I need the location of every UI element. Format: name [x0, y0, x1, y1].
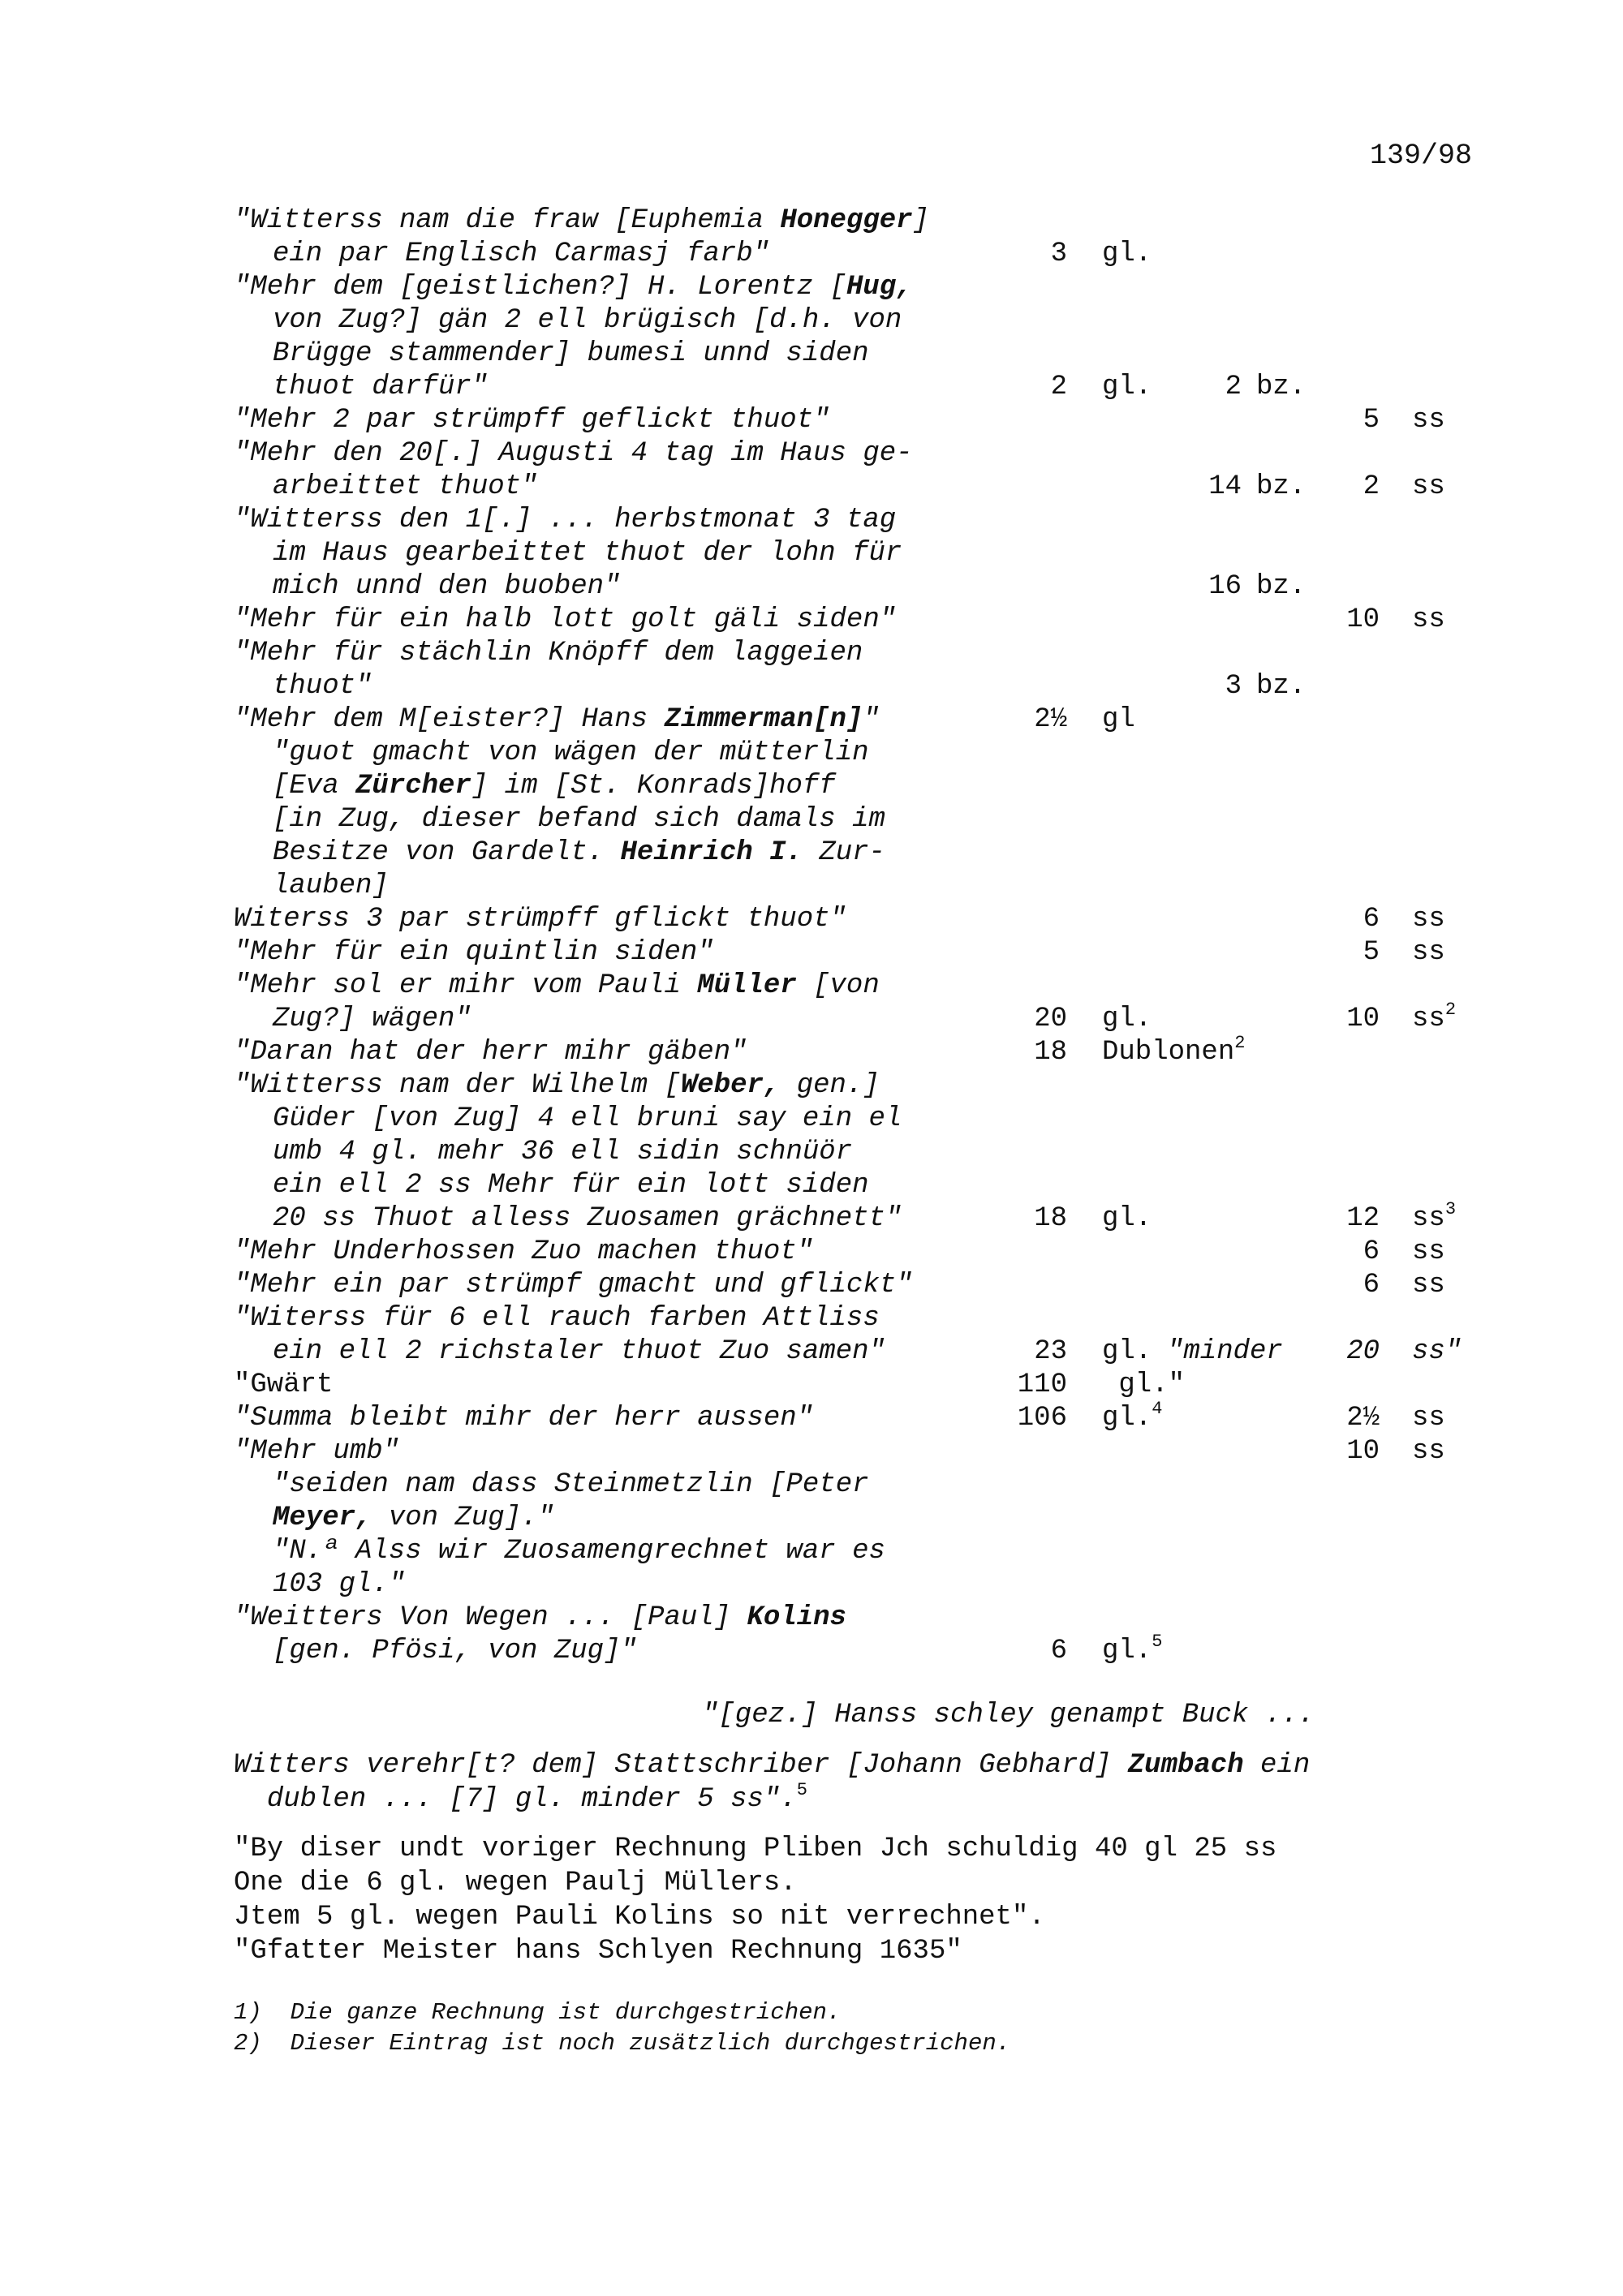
footnote: 2) Dieser Eintrag ist noch zusätzlich durchgestrichen.	[234, 2030, 1011, 2057]
gulden-amount: 3	[1050, 239, 1067, 269]
entry-text	[273, 870, 389, 903]
schilling-amount: 10	[1346, 1004, 1380, 1034]
verehrt-text-a: Witters verehr[t? dem] Stattschriber [Johann Gebhard]	[234, 1750, 1128, 1781]
entry-text	[234, 1302, 880, 1335]
text-fragment: ein ell 2 ss Mehr für ein lott siden	[273, 1170, 869, 1201]
entry-text	[234, 1236, 813, 1269]
ledger-line	[0, 870, 1623, 903]
schilling-amount: 6	[1363, 1236, 1380, 1267]
gulden-amount: 106	[1017, 1403, 1067, 1434]
text-fragment: Zug?] wägen"	[273, 1004, 471, 1034]
entry-text	[273, 238, 769, 271]
entry-text	[273, 803, 885, 836]
entry-text	[234, 404, 830, 437]
ledger-line	[0, 1000, 1623, 1036]
entry-text	[273, 1502, 554, 1535]
entry-text	[234, 970, 880, 1003]
entry-text	[273, 471, 537, 504]
entry-text	[234, 271, 913, 304]
text-fragment: Besitze von Gardelt.	[273, 837, 621, 868]
text-fragment: arbeittet thuot"	[273, 471, 538, 502]
text-fragment: "Mehr sol er mihr vom Pauli	[234, 970, 698, 1001]
ledger-line	[0, 304, 1623, 338]
entry-text	[273, 304, 902, 338]
ledger-line	[0, 1136, 1623, 1169]
ledger-line	[0, 1269, 1623, 1302]
text-fragment: "Daran hat der herr mihr gäben"	[234, 1037, 747, 1068]
entry-text	[273, 371, 488, 404]
text-fragment: ] im [St. Konrads]hoff	[471, 771, 836, 802]
footnote: 1) Die ganze Rechnung ist durchgestrichen.	[234, 1999, 842, 2026]
schilling-unit: ss	[1412, 1436, 1445, 1467]
schilling-unit: ss	[1412, 1236, 1445, 1267]
gulden-amount: 2	[1050, 372, 1067, 402]
entry-text	[273, 737, 869, 770]
entry-text	[273, 1169, 869, 1202]
entry-text	[273, 338, 869, 371]
ledger-entries	[0, 204, 1623, 1668]
text-fragment: "Mehr dem [geistlichen?] H. Lorentz [	[234, 272, 846, 303]
entry-text	[234, 1369, 333, 1402]
text-fragment: von Zug?] gän 2 ell brügisch [d.h. von	[273, 305, 902, 336]
ledger-line	[0, 1602, 1623, 1635]
text-fragment: "Weitters Von Wegen ... [Paul]	[234, 1602, 747, 1633]
verehrt-line2: dublen ... [7] gl. minder 5 ss".	[266, 1784, 797, 1815]
ledger-line	[0, 1169, 1623, 1202]
schilling-unit: ss	[1412, 1270, 1445, 1301]
entry-text	[273, 570, 620, 604]
batzen-unit: bz.	[1256, 671, 1307, 702]
text-fragment: umb 4 gl. mehr 36 ell sidin schnüör	[273, 1137, 853, 1167]
text-fragment: "Mehr für ein halb lott golt gäli siden"	[234, 604, 897, 635]
entry-text	[234, 903, 846, 936]
ledger-line	[0, 803, 1623, 836]
footnotes	[234, 1997, 1010, 2059]
closing-line: Jtem 5 gl. wegen Pauli Kolins so nit verrechnet".	[234, 1902, 1045, 1933]
schilling-unit: ss	[1412, 937, 1445, 968]
page-number: 139/98	[1370, 140, 1473, 172]
batzen-amount: 2	[1225, 372, 1242, 402]
text-fragment: 103 gl."	[273, 1569, 406, 1600]
ledger-line	[0, 903, 1623, 936]
person-name: Weber,	[680, 1070, 781, 1101]
ledger-line	[0, 537, 1623, 570]
ledger-line	[0, 1632, 1623, 1668]
schilling-amount: 5	[1363, 937, 1380, 968]
verehrt-name: Zumbach	[1127, 1750, 1244, 1781]
ledger-line	[0, 1399, 1623, 1435]
batzen-amount: 3	[1225, 671, 1242, 702]
gulden-amount: 23	[1034, 1336, 1067, 1367]
gulden-unit: gl	[1102, 704, 1135, 735]
gulden-amount: 18	[1034, 1037, 1067, 1068]
text-fragment: ]	[912, 205, 929, 236]
ledger-line	[0, 1568, 1623, 1602]
ledger-line	[0, 1033, 1623, 1069]
schilling-amount: 10	[1346, 1436, 1380, 1467]
text-fragment: "Witterss den 1[.] ... herbstmonat 3 tag	[234, 505, 897, 535]
ledger-line	[0, 338, 1623, 371]
footnote-ref: 2	[1444, 1000, 1457, 1020]
person-name: Müller	[697, 970, 797, 1001]
text-fragment: [gen. Pfösi, von Zug]"	[273, 1636, 637, 1666]
schilling-unit: ss	[1412, 604, 1445, 635]
schilling-unit: $ss^3$	[1412, 1199, 1457, 1234]
entry-text	[273, 1103, 902, 1136]
text-fragment: "Mehr dem M[eister?] Hans	[234, 704, 665, 735]
text-fragment: thuot"	[273, 671, 372, 702]
gulden-amount: 20	[1034, 1004, 1067, 1034]
text-fragment: [von	[796, 970, 880, 1001]
entry-text	[273, 537, 902, 570]
entry-text	[273, 770, 836, 803]
text-fragment: mich unnd den buoben"	[273, 571, 621, 602]
text-fragment: [Eva	[273, 771, 356, 802]
ledger-line	[0, 1335, 1623, 1369]
ledger-line	[0, 970, 1623, 1003]
ledger-line	[0, 637, 1623, 670]
text-fragment: "Mehr 2 par strümpff geflickt thuot"	[234, 405, 830, 436]
text-fragment: "Summa bleibt mihr der herr aussen"	[234, 1403, 814, 1434]
gulden-amount: 18	[1034, 1203, 1067, 1234]
entry-text	[234, 437, 913, 471]
gulden-amount: 2½	[1034, 704, 1067, 735]
entry-text	[234, 936, 714, 970]
ledger-line	[0, 204, 1623, 238]
schilling-amount: 12	[1346, 1203, 1380, 1234]
schilling-amount: 2	[1363, 471, 1380, 502]
footnote-ref: 3	[1444, 1199, 1457, 1219]
batzen-unit: bz.	[1256, 571, 1307, 602]
closing-line: "Gfatter Meister hans Schlyen Rechnung 1635"	[234, 1936, 962, 1967]
gulden-unit: gl.$^4$	[1102, 1399, 1163, 1434]
entry-text	[234, 1435, 399, 1468]
entry-text	[234, 204, 929, 238]
entry-text	[273, 1003, 471, 1036]
text-fragment: lauben]	[273, 871, 389, 901]
entry-text	[234, 1069, 880, 1103]
gulden-unit: gl.	[1102, 1203, 1152, 1234]
person-name: Heinrich I.	[620, 837, 803, 868]
ledger-line	[0, 238, 1623, 271]
entry-text	[234, 1269, 913, 1302]
text-fragment: thuot darfür"	[273, 372, 489, 402]
closing-block	[234, 1832, 1276, 1968]
schilling-amount: 20	[1346, 1336, 1380, 1367]
batzen-unit: bz.	[1256, 471, 1307, 502]
text-fragment: "Mehr für ein quintlin siden"	[234, 937, 714, 968]
text-fragment: "N.ª Alss wir Zuosamengrechnet war es	[273, 1536, 885, 1567]
ledger-line	[0, 770, 1623, 803]
text-fragment: "Witerss für 6 ell rauch farben Attliss	[234, 1303, 880, 1334]
text-fragment: Güder [von Zug] 4 ell bruni say ein el	[273, 1103, 902, 1134]
ledger-line	[0, 1435, 1623, 1468]
text-fragment: von Zug]."	[372, 1503, 554, 1533]
ledger-line	[0, 604, 1623, 637]
entry-text	[234, 1602, 846, 1635]
ledger-line	[0, 703, 1623, 737]
schilling-amount: 6	[1363, 1270, 1380, 1301]
entry-text	[234, 637, 863, 670]
person-name: Hug,	[846, 272, 913, 303]
text-fragment: ein par Englisch Carmasj farb"	[273, 239, 770, 269]
ledger-line	[0, 1369, 1623, 1402]
schilling-unit: ss	[1412, 405, 1445, 436]
schilling-amount: 5	[1363, 405, 1380, 436]
text-fragment: gen.]	[780, 1070, 880, 1101]
ledger-line	[0, 1103, 1623, 1136]
entry-text	[234, 604, 896, 637]
gulden-amount: 110	[1017, 1369, 1067, 1400]
gulden-unit: Dublonen$^2$	[1102, 1033, 1246, 1068]
ledger-line	[0, 504, 1623, 537]
person-name: Honegger	[780, 205, 913, 236]
annotation-text: "minder	[1167, 1336, 1283, 1367]
text-fragment: "Witterss nam die fraw [Euphemia	[234, 205, 781, 236]
entry-text	[273, 836, 885, 870]
entry-text	[234, 1402, 813, 1435]
schilling-unit: ss	[1412, 471, 1445, 502]
ledger-line	[0, 1535, 1623, 1568]
schilling-unit: ss	[1412, 904, 1445, 935]
footnote-ref: 4	[1152, 1399, 1163, 1419]
text-fragment: "Mehr den 20[.] Augusti 4 tag im Haus ge-	[234, 438, 913, 469]
ledger-line	[0, 570, 1623, 604]
batzen-unit: bz.	[1256, 372, 1307, 402]
text-fragment: "guot gmacht von wägen der mütterlin	[273, 737, 869, 768]
schilling-amount: 2½	[1346, 1403, 1380, 1434]
text-fragment: 20 ss Thuot alless Zuosamen grächnett"	[273, 1203, 902, 1234]
text-fragment: "Mehr für stächlin Knöpff dem laggeien	[234, 638, 863, 669]
schilling-amount: 10	[1346, 604, 1380, 635]
ledger-line	[0, 1069, 1623, 1103]
person-name: Zimmerman[n]	[664, 704, 863, 735]
entry-text	[234, 504, 896, 537]
batzen-amount: 16	[1208, 571, 1242, 602]
entry-text	[273, 1535, 885, 1568]
entry-text	[273, 1136, 852, 1169]
verehrt-entry	[234, 1748, 1310, 1817]
text-fragment: [in Zug, dieser befand sich damals im	[273, 804, 885, 835]
text-fragment: ein ell 2 richstaler thuot Zuo samen"	[273, 1336, 885, 1367]
text-fragment: "Mehr ein par strümpf gmacht und gflickt"	[234, 1270, 913, 1301]
entry-text	[273, 1202, 902, 1236]
person-name: Zürcher	[355, 771, 471, 802]
closing-line: One die 6 gl. wegen Paulj Müllers.	[234, 1868, 797, 1898]
ledger-line	[0, 1468, 1623, 1502]
ledger-line	[0, 836, 1623, 870]
ledger-line	[0, 1302, 1623, 1335]
ledger-line	[0, 936, 1623, 970]
gulden-unit: gl.	[1102, 372, 1152, 402]
entry-text	[273, 1468, 869, 1502]
entry-text	[273, 1335, 885, 1369]
footnote-ref: 5	[1152, 1632, 1163, 1652]
signature-line: "[gez.] Hanss schley genampt Buck ...	[702, 1700, 1315, 1731]
entry-text	[234, 703, 880, 737]
text-fragment: "	[863, 704, 880, 735]
gulden-unit: gl.	[1102, 1004, 1152, 1034]
schilling-amount: 6	[1363, 904, 1380, 935]
gulden-unit: gl.$^5$	[1102, 1632, 1163, 1666]
entry-text	[234, 1036, 747, 1069]
text-fragment: Zur-	[802, 837, 885, 868]
entry-text	[273, 1568, 405, 1602]
text-fragment: Brügge stammender] bumesi unnd siden	[273, 338, 869, 369]
text-fragment: Witerss 3 par strümpff gflickt thuot"	[234, 904, 846, 935]
ledger-line	[0, 1236, 1623, 1269]
ledger-line	[0, 1502, 1623, 1535]
batzen-amount: 14	[1208, 471, 1242, 502]
ledger-line	[0, 1199, 1623, 1236]
gulden-amount: 6	[1050, 1636, 1067, 1666]
ledger-line	[0, 471, 1623, 504]
footnote-ref: 2	[1234, 1033, 1246, 1053]
gulden-unit: gl."	[1102, 1369, 1186, 1400]
schilling-unit: ss"	[1412, 1336, 1462, 1367]
text-fragment: "Mehr Underhossen Zuo machen thuot"	[234, 1236, 814, 1267]
schilling-unit: ss	[1412, 1403, 1445, 1434]
entry-text	[273, 1635, 637, 1668]
verehrt-text-c: ein	[1243, 1750, 1311, 1781]
ledger-line	[0, 670, 1623, 703]
ledger-line	[0, 371, 1623, 404]
person-name: Meyer,	[273, 1503, 372, 1533]
text-fragment: "Witterss nam der Wilhelm [	[234, 1070, 681, 1101]
ledger-line	[0, 437, 1623, 471]
gulden-unit: gl.	[1102, 1336, 1152, 1367]
verehrt-footnote-ref: 5	[796, 1780, 807, 1800]
gulden-unit: gl.	[1102, 239, 1152, 269]
closing-line: "By diser undt voriger Rechnung Pliben Jch schuldig 40 gl 25 ss	[234, 1834, 1277, 1864]
text-fragment: "Mehr umb"	[234, 1436, 400, 1467]
ledger-line	[0, 404, 1623, 437]
entry-text	[273, 670, 372, 703]
ledger-line	[0, 737, 1623, 770]
text-fragment: "Gwärt	[234, 1369, 334, 1400]
ledger-line	[0, 271, 1623, 304]
text-fragment: "seiden nam dass Steinmetzlin [Peter	[273, 1469, 869, 1500]
schilling-unit: $ss^2$	[1412, 1000, 1457, 1034]
text-fragment: im Haus gearbeittet thuot der lohn für	[273, 538, 902, 569]
person-name: Kolins	[747, 1602, 846, 1633]
